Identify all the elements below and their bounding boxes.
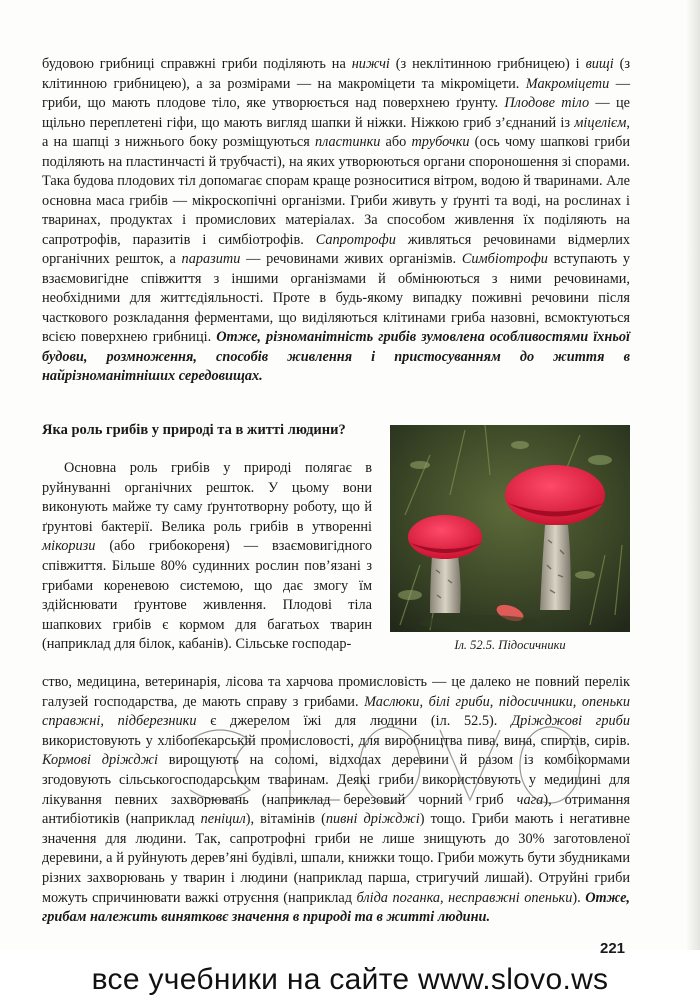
page-edge-shadow [686, 0, 700, 950]
term-macromycetes: Макроміцети [525, 75, 610, 92]
term-brewers-yeast: пивні дріжджі [325, 811, 420, 828]
text-run: , а на шапці з нижнього боку розміщуються [42, 114, 630, 150]
text-run: — гриби, що мають плодове тіло, яке утворюється над поверхнею ґрунту. [42, 75, 631, 111]
text-run: ), вітамінів ( [245, 811, 326, 828]
figure-caption: Іл. 52.5. Підосичники [454, 638, 566, 652]
term-penicillium: пеніцил [200, 811, 246, 828]
text-run: ), отримання антибіотиків (наприклад [42, 791, 630, 828]
text-run: є джерелом їжі для людини (іл. 52.5). [196, 713, 512, 730]
text-run: — це щільно переплетені гіфи, що мають вигляд шапки й ніжки. Ніжкою гриб з’єднаний із [42, 95, 630, 131]
conclusion-importance: Отже, грибам належить винятковє значення в природі та в житті людини. [42, 889, 630, 926]
page-number: 221 [600, 940, 626, 957]
term-parasites: паразити [181, 251, 241, 267]
term-poisonous-mushrooms: бліда поганка, несправжні опеньки [356, 889, 573, 906]
term-higher-fungi: вищі [585, 56, 614, 72]
term-edible-mushrooms: Маслюки, білі гриби, підосичники, опеньки справжні, підберезники [42, 693, 630, 730]
text-run: використовують у хлібопекарській промисловості, для виробництва пива, вина, спиртів, сирів. [42, 732, 630, 749]
text-run: ). [572, 889, 586, 906]
text-run: (з неклітинною грибницею) і [389, 56, 586, 72]
text-run: (з клітинною грибницею), а за розмірами — на макроміцети та мікроміцети. [42, 56, 631, 92]
text-run: ство, медицина, ветеринарія, лісова та харчова промисловість — це далеко не повний перелік галузей господарства, де мають справу з грибами. [42, 674, 630, 710]
site-footer-banner: все учебники на сайте www.slovo.ws [91, 963, 609, 996]
term-yeast-fungi: Дріжджові гриби [511, 713, 630, 730]
paragraph-role-in-nature [42, 459, 372, 655]
term-mycelium: міцелієм [574, 114, 627, 131]
mushroom-photo [390, 425, 630, 632]
paragraph-role-for-humans [42, 673, 630, 928]
term-gills: пластинки [314, 134, 381, 150]
term-mycorrhiza: мікоризи [42, 538, 96, 555]
term-chaga: чага [516, 791, 544, 808]
term-feed-yeast: Кормові дріжджі [42, 752, 158, 769]
text-run: — речовинами живих організмів. [240, 251, 462, 267]
text-run: ) тощо. Гриби мають і негативне значення для людини. Так, сапротрофні гриби не лише знищують до 30% заготовленої деревини, а й руйнують дерев’яні будівлі, шпали, книжки тощо. Гриби можуть бути збудниками різних захворювань у тварин і людини (наприклад парша, стригучий лишай). Отруйні гриби можуть спричинювати важкі отруєння (наприклад [42, 811, 630, 906]
conclusion-diversity: Отже, різноманітність грибів зумовлена особливостями їхньої будови, розмноження, способів живлення і пристосуванням до життя в найрізноманітніших середовищах. [42, 329, 631, 384]
text-run: вступають у взаємовигідне співжиття з іншими організмами й обмінюються з ними речовинами, необхідними для життєдіяльності. Проте в будь-якому випадку поживні речовини після часткового розкладання ферментами, що виділяються клітинами гриба назовні, всмоктуються всією поверхнею грибниці. [42, 251, 630, 345]
text-run: вирощують на соломі, відходах деревини й разом із комбікормами згодовують сільськогосподарським тваринам. Деякі гриби використовують у медицині для лікування певних захворювань (наприклад березовий чорний гриб [42, 752, 630, 808]
term-fruiting-body: Плодове тіло [504, 95, 590, 111]
text-run: або [380, 134, 412, 150]
text-run: (ось чому шапкові гриби поділяють на пластинчасті й трубчасті), на яких утворюються органи спороношення зі спорами. Така будова плодових тіл допомагає спорам краще розноситися вітром, водою й тваринами. Але основна маса грибів — мікроскопічні організми. Гриби живуть у ґрунті та воді, на рослинах і тваринах, продуктах і промислових матеріалах. За способом живлення їх поділяють на сапротрофів, паразитів і симбіотрофів. [42, 134, 630, 248]
mushroom-photo-icon [390, 425, 630, 632]
text-run: будовою грибниці справжні гриби поділяють на [42, 56, 352, 72]
term-saprotrophs: Сапротрофи [315, 231, 396, 248]
term-tubes: трубочки [411, 134, 470, 150]
text-run: живляться речовинами відмерлих органічних решток, а [42, 231, 630, 267]
term-symbiotrophs: Симбіотрофи [461, 251, 548, 267]
paragraph-fungi-structure [42, 55, 630, 387]
text-run: (або грибокореня) — взаємовигідного співжиття. Більше 80% судинних рослин пов’язані з грибами кореневою системою, що дає змогу їм здійснювати ґрунтове живлення. Плодові тіла шапкових грибів є кормом для багатьох тварин (наприклад для білок, кабанів). Сільське господар- [42, 538, 372, 653]
term-lower-fungi: нижчі [351, 56, 390, 72]
section-heading: Яка роль грибів у природі та в житті людини? [42, 422, 346, 438]
text-run: Основна роль грибів у природі полягає в руйнуванні органічних решток. У цьому вони виконують майже ту саму ґрунтотворну роботу, що й ґрунтові бактерії. Велика роль грибів в утворенні [42, 460, 372, 535]
